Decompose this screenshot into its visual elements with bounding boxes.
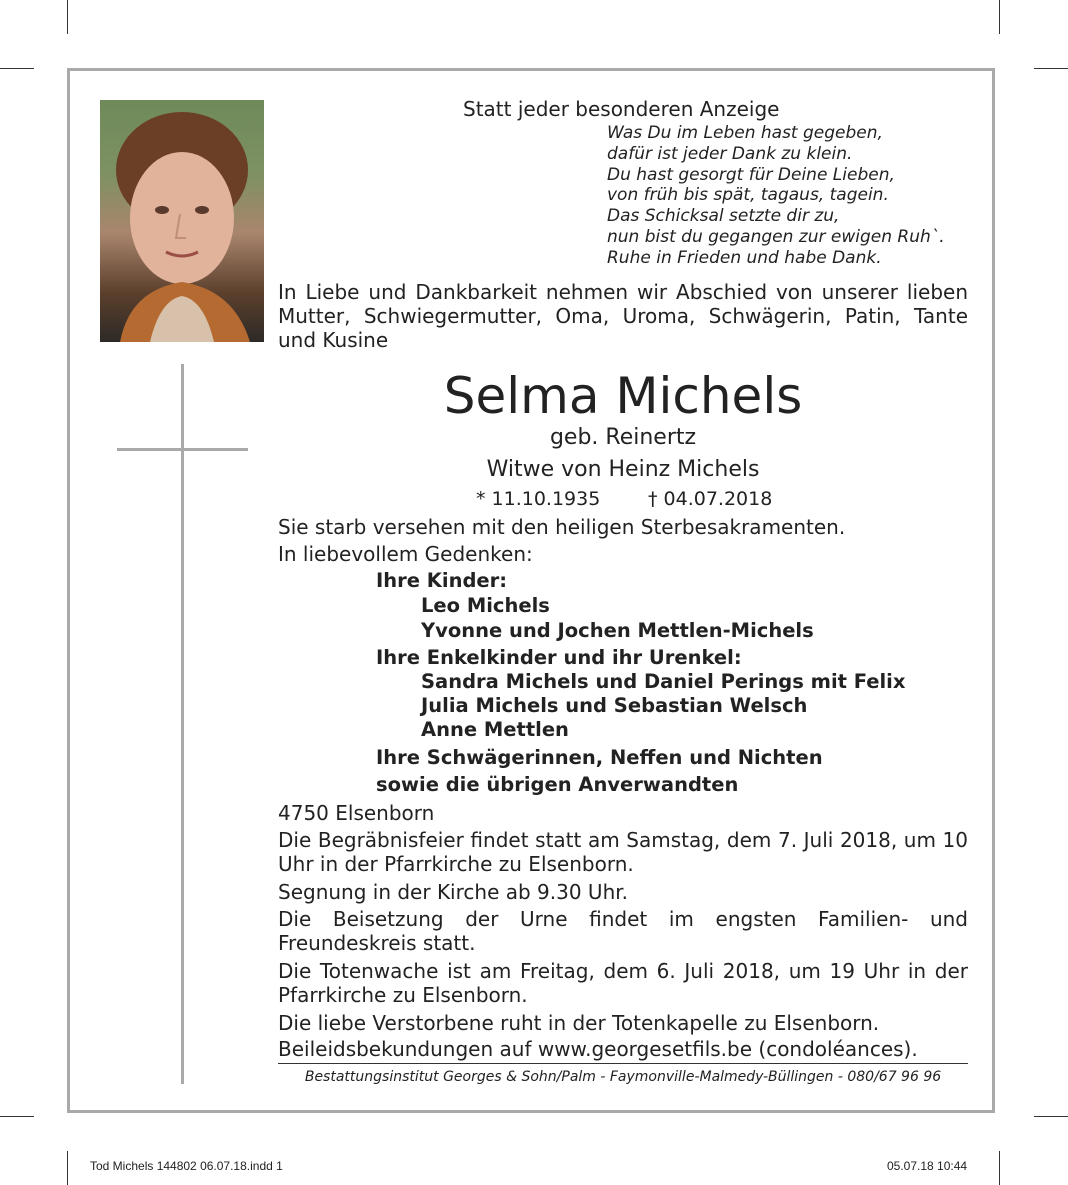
portrait-photo [100, 100, 264, 342]
crop-mark [0, 1116, 34, 1117]
funeral-home-footer: Bestattungsinstitut Georges & Sohn/Palm - Faymonville-Malmedy-Büllingen - 080/67 96 96 [304, 1069, 942, 1085]
poem-line: Du hast gesorgt für Deine Lieben, [607, 164, 895, 185]
location-text: 4750 Elsenborn [278, 801, 435, 825]
crop-mark [1034, 1116, 1068, 1117]
crop-mark [67, 0, 68, 34]
blessing-details: Segnung in der Kirche ab 9.30 Uhr. [278, 880, 628, 904]
burial-details: Die Beisetzung der Urne findet im engsten Familien- und Freundeskreis statt. [278, 907, 968, 955]
resting-details: Die liebe Verstorbene ruht in der Totenkapelle zu Elsenborn. [278, 1011, 880, 1035]
in-laws-line: Ihre Schwägerinnen, Neffen und Nichten [376, 746, 823, 769]
condolences-details: Beileidsbekundungen auf www.georgesetfils.be (condoléances). [278, 1037, 918, 1061]
child-name: Yvonne und Jochen Mettlen-Michels [421, 619, 814, 642]
grandchildren-heading: Ihre Enkelkinder und ihr Urenkel: [376, 646, 742, 669]
widow-of: Witwe von Heinz Michels [486, 457, 760, 482]
footer-divider [278, 1063, 968, 1064]
poem-line: von früh bis spät, tagaus, tagein. [607, 185, 889, 206]
grandchild-name: Sandra Michels und Daniel Perings mit Felix [421, 670, 906, 693]
birth-name: geb. Reinertz [549, 425, 697, 450]
crop-mark [999, 1151, 1000, 1185]
poem-line: dafür ist jeder Dank zu klein. [607, 143, 853, 164]
poem [607, 123, 945, 269]
slug-filename: Tod Michels 144802 06.07.18.indd 1 [90, 1159, 283, 1173]
crop-mark [0, 68, 34, 69]
memory-intro: In liebevollem Gedenken: [278, 542, 533, 566]
farewell-text: In Liebe und Dankbarkeit nehmen wir Abschied von unserer lieben Mutter, Schwiegermutter, Oma, Uroma, Schwägerin, Patin, Tante und Kusine [278, 280, 968, 352]
death-date: † 04.07.2018 [648, 488, 773, 510]
wake-details: Die Totenwache ist am Freitag, dem 6. Juli 2018, um 19 Uhr in der Pfarrkirche zu Elsenborn. [278, 959, 968, 1007]
birth-date: * 11.10.1935 [476, 488, 601, 510]
sacraments-text: Sie starb versehen mit den heiligen Sterbesakramenten. [278, 515, 846, 539]
cross-horizontal-bar [117, 448, 248, 451]
grandchild-name: Anne Mettlen [421, 718, 569, 741]
poem-line: Das Schicksal setzte dir zu, [607, 206, 840, 227]
poem-line: nun bist du gegangen zur ewigen Ruh`. [607, 226, 945, 247]
grandchild-name: Julia Michels und Sebastian Welsch [421, 694, 808, 717]
child-name: Leo Michels [421, 594, 550, 617]
cross-vertical-bar [181, 364, 184, 1084]
children-heading: Ihre Kinder: [376, 569, 508, 592]
funeral-details: Die Begräbnisfeier findet statt am Samstag, dem 7. Juli 2018, um 10 Uhr in der Pfarrkirche zu Elsenborn. [278, 828, 968, 876]
crop-mark [999, 0, 1000, 34]
poem-line: Was Du im Leben hast gegeben, [607, 123, 883, 143]
intro-heading: Statt jeder besonderen Anzeige [463, 97, 780, 121]
crop-mark [67, 1151, 68, 1185]
deceased-name: Selma Michels [443, 367, 803, 425]
slug-timestamp: 05.07.18 10:44 [887, 1159, 968, 1173]
relatives-line: sowie die übrigen Anverwandten [376, 773, 739, 796]
crop-mark [1034, 68, 1068, 69]
poem-line: Ruhe in Frieden und habe Dank. [607, 247, 882, 268]
